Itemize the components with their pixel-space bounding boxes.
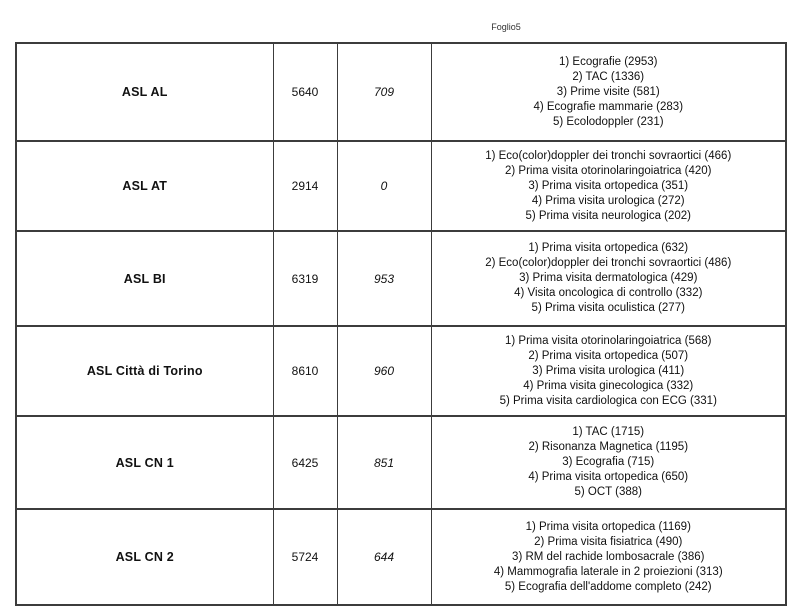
- top-services-cell: [431, 141, 786, 231]
- asl-name-cell: ASL AL: [16, 43, 273, 141]
- top-services-cell: [431, 326, 786, 416]
- secondary-value-cell: 644: [337, 509, 431, 605]
- top-services-cell: [431, 43, 786, 141]
- service-item: 5) Ecolodoppler (231): [552, 115, 664, 128]
- service-item: 1) Eco(color)doppler dei tronchi sovraortici (466): [485, 149, 732, 162]
- service-item: 2) TAC (1336): [572, 70, 645, 83]
- service-item: 4) Prima visita ortopedica (650): [528, 471, 689, 483]
- secondary-value-cell: 960: [337, 326, 431, 416]
- service-item: 2) Prima visita fisiatrica (490): [534, 535, 683, 548]
- total-cell: 5724: [273, 509, 337, 605]
- service-item: 4) Prima visita ginecologica (332): [523, 379, 694, 392]
- total-cell: 8610: [273, 326, 337, 416]
- table-row: [16, 509, 786, 605]
- asl-name-cell: ASL Città di Torino: [16, 326, 273, 416]
- table-row: [16, 141, 786, 231]
- sheet-title: Foglio5: [491, 22, 521, 32]
- total-cell: 6425: [273, 416, 337, 509]
- secondary-value-cell: 709: [337, 43, 431, 141]
- total-cell: 2914: [273, 141, 337, 231]
- service-item: 4) Prima visita urologica (272): [531, 194, 685, 207]
- asl-name-cell: ASL AT: [16, 141, 273, 231]
- asl-services-table: [15, 42, 787, 606]
- service-item: 4) Mammografia laterale in 2 proiezioni (313): [493, 565, 723, 578]
- table-row: [16, 326, 786, 416]
- asl-name-cell: ASL CN 1: [16, 416, 273, 509]
- total-cell: 5640: [273, 43, 337, 141]
- service-item: 4) Visita oncologica di controllo (332): [514, 287, 703, 299]
- service-item: 3) Prima visita ortopedica (351): [528, 179, 689, 192]
- secondary-value-cell: 953: [337, 231, 431, 326]
- service-item: 4) Ecografie mammarie (283): [533, 100, 684, 113]
- service-item: 1) Prima visita ortopedica (632): [528, 242, 689, 254]
- service-item: 5) Prima visita oculistica (277): [531, 302, 685, 314]
- service-item: 3) Ecografia (715): [562, 456, 655, 468]
- top-services-cell: [431, 231, 786, 326]
- service-item: 1) Prima visita otorinolaringoiatrica (568): [505, 334, 712, 347]
- service-item: 2) Prima visita otorinolaringoiatrica (420): [505, 164, 712, 177]
- service-item: 1) Ecografie (2953): [559, 55, 658, 68]
- secondary-value-cell: 0: [337, 141, 431, 231]
- service-item: 3) Prima visita dermatologica (429): [519, 272, 698, 284]
- table-row: [16, 43, 786, 141]
- asl-name-cell: ASL BI: [16, 231, 273, 326]
- service-item: 1) Prima visita ortopedica (1169): [525, 520, 691, 533]
- service-item: 2) Prima visita ortopedica (507): [528, 349, 689, 362]
- service-item: 2) Eco(color)doppler dei tronchi sovraortici (486): [485, 257, 732, 269]
- service-item: 2) Risonanza Magnetica (1195): [528, 441, 689, 453]
- service-item: 1) TAC (1715): [572, 426, 645, 438]
- service-item: 3) Prima visita urologica (411): [532, 364, 685, 377]
- top-services-cell: [431, 509, 786, 605]
- secondary-value-cell: 851: [337, 416, 431, 509]
- top-services-cell: [431, 416, 786, 509]
- asl-name-cell: ASL CN 2: [16, 509, 273, 605]
- service-item: 3) Prime visite (581): [556, 85, 660, 98]
- service-item: 5) Ecografia dell'addome completo (242): [504, 580, 712, 593]
- service-item: 5) OCT (388): [574, 486, 643, 498]
- table-row: [16, 416, 786, 509]
- total-cell: 6319: [273, 231, 337, 326]
- service-item: 5) Prima visita neurologica (202): [525, 209, 692, 222]
- table-row: [16, 231, 786, 326]
- service-item: 5) Prima visita cardiologica con ECG (331): [499, 394, 717, 407]
- service-item: 3) RM del rachide lombosacrale (386): [512, 550, 705, 563]
